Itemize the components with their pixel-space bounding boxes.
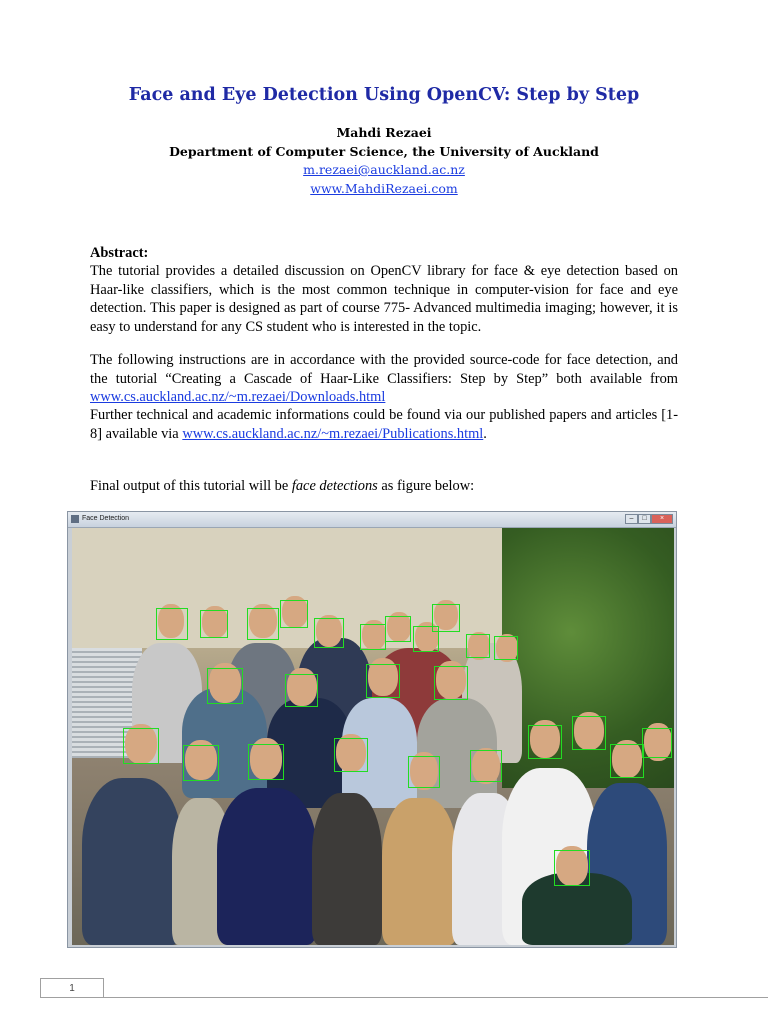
face-detection-box [200,610,228,638]
person [217,788,317,945]
face-detection-box [470,750,502,782]
face-detection-box [554,850,590,886]
app-icon [71,515,79,523]
downloads-link[interactable]: www.cs.auckland.ac.nz/~m.rezaei/Downloads.html [90,389,386,406]
abstract-paragraph-2-text: The following instructions are in accordance with the provided source-code for face detection, and the tutorial “Creating a Cascade of Haar-Like Classifiers: Step by Step” both available from [90,352,678,387]
face-detection-box [156,608,188,640]
abstract-paragraph-1: The tutorial provides a detailed discussion on OpenCV library for face & eye detection based on Haar-like classifiers, which is the most common technique in computer-vision for face and eye detection. This paper is designed as part of course 775- Advanced multimedia imaging; however, it is easy to understand for any CS student who is interested in the topic. [90,263,678,335]
group-photo [72,528,674,945]
face-detection-box [183,745,219,781]
face-detection-box [247,608,279,640]
maximize-icon[interactable]: □ [638,514,651,524]
person [382,798,457,945]
face-detection-box [366,664,400,698]
figure-window-titlebar [68,512,676,528]
face-detection-box [494,636,518,660]
figure-intro-after: as figure below: [377,478,475,494]
face-detection-box [434,666,468,700]
face-detection-box [572,716,606,750]
figure-intro-emphasis: face detections [291,478,378,494]
author-name: Mahdi Rezaei [336,125,432,140]
face-detection-box [280,600,308,628]
face-detection-box [466,634,490,658]
footer-rule [40,997,768,998]
face-detection-box [314,618,344,648]
person [82,778,182,945]
face-detection-box [385,616,411,642]
figure-intro [90,477,678,496]
figure-window-title: Face Detection [82,515,130,522]
publications-link[interactable]: www.cs.auckland.ac.nz/~m.rezaei/Publications.html [182,425,484,442]
page-number-tab: 1 [40,978,104,998]
face-detection-box [248,744,284,780]
face-detection-box [610,744,644,778]
face-detection-box [642,728,672,758]
minimize-icon[interactable]: – [625,514,638,524]
person [312,793,382,945]
face-detection-box [360,624,386,650]
face-detection-box [207,668,243,704]
face-detection-figure [67,511,677,948]
face-detection-box [408,756,440,788]
abstract-heading: Abstract: [90,245,149,261]
paper-title: Face and Eye Detection Using OpenCV: Step by Step [128,85,640,105]
author-affiliation: Department of Computer Science, the University of Auckland [169,143,599,159]
abstract-paragraph-3 [90,406,678,443]
abstract-paragraph-3-text: Further technical and academic informations could be found via our published papers and articles [1-8] available via [90,407,678,442]
face-detection-box [123,728,159,764]
abstract-paragraph-2 [90,351,678,407]
face-detection-box [432,604,460,632]
close-icon[interactable]: × [651,514,673,524]
face-detection-box [528,725,562,759]
face-detection-box [334,738,368,772]
author-email-link[interactable]: m.rezaei@auckland.ac.nz [303,162,465,177]
abstract-paragraph-3-end: . [483,425,487,442]
figure-intro-before: Final output of this tutorial will be [90,478,292,494]
author-block [0,124,768,198]
author-website-link[interactable]: www.MahdiRezaei.com [310,180,458,196]
face-detection-box [285,674,318,707]
